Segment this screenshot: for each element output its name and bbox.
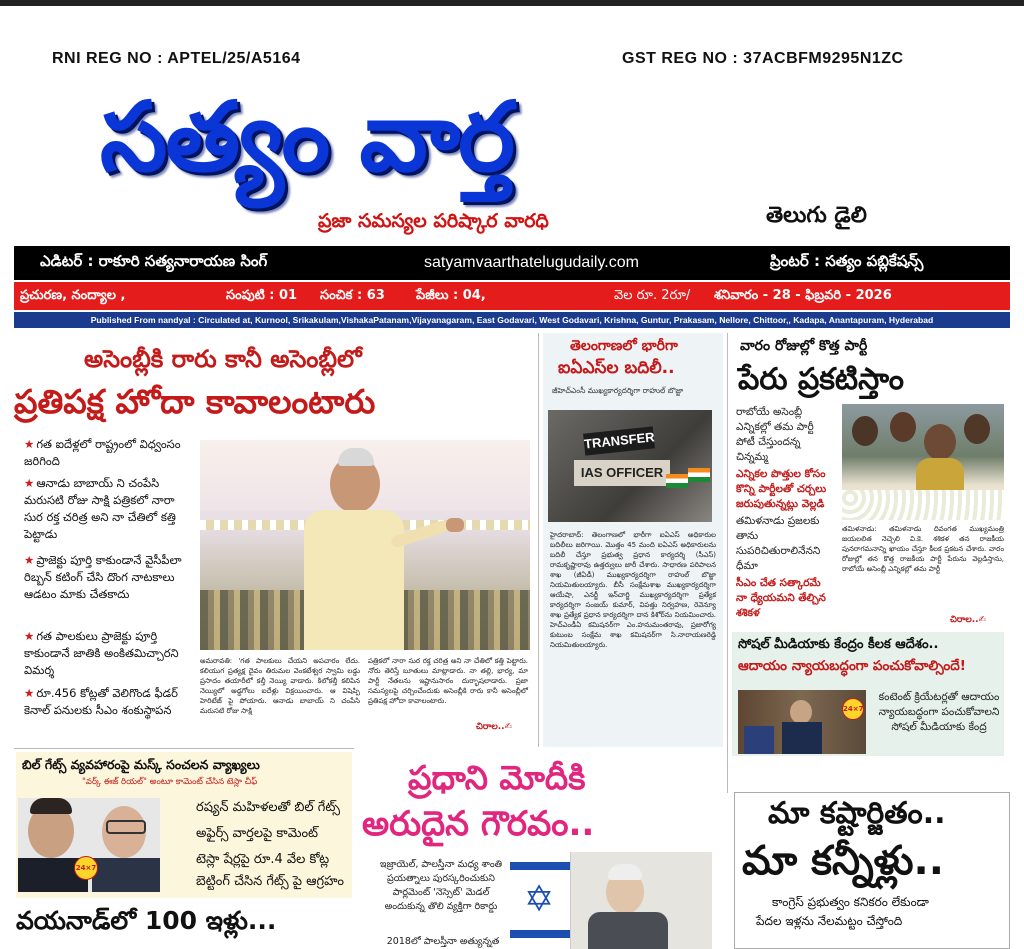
newspaper-masthead: సత్యం వార్త: [100, 81, 514, 193]
social-photo: [738, 690, 866, 754]
congress-subhead: పేదల ఇళ్లను నేలమట్టం చేస్తోంది: [756, 914, 903, 928]
ias-headline-line1: తెలంగాణలో భారీగా: [570, 338, 678, 354]
india-flag-icon: [666, 474, 688, 488]
lead-headline-line1: అసెంబ్లీకి రారు కానీ అసెంబ్లీలో: [84, 345, 362, 373]
party-photo: [842, 404, 1004, 520]
party-body: తమిళనాడు: తమిళనాడు దివంగత ముఖ్యమంత్రి జయలలిత నెచ్చెలి వి.కె. శశికళ తన రాజకీయ పునరాగమనాన్ని ఖాయం చేస్తూ కీలక ప్రకటన చేశారు. వారం రోజుల్లో తన కొత్త రాజకీయ పార్టీ పేరును వెల్లడిస్తాను, రాబోయే అసెంబ్లీ ఎన్నికల్లో తమ పార్టీ: [842, 525, 1004, 573]
party-headline-line2: పేరు ప్రకటిస్తాం: [738, 362, 904, 397]
musk-subhead: "వర్క్ ఈజ్ రియల్" అంటూ కామెంట్ చేసిన టెస్లా చీఫ్: [82, 777, 258, 787]
printer-name: ప్రింటర్ : సత్యం పబ్లికేషన్స్: [770, 252, 924, 270]
section-divider: [14, 748, 354, 749]
page-count: పేజీలు : 04,: [416, 288, 486, 303]
social-headline-line2: ఆదాయం న్యాయబద్ధంగా పంచుకోవాల్సిందే!: [738, 658, 966, 674]
website-link[interactable]: satyamvaarthatelugudaily.com: [424, 254, 639, 271]
lead-headline-line2: ప్రతిపక్ష హోదా కావాలంటారు: [14, 382, 376, 421]
issue-date: శనివారం - 28 - ఫిబ్రవరి - 2026: [714, 288, 892, 303]
editor-bar: [14, 246, 1010, 280]
social-headline-line1: సోషల్ మీడియాకు కేంద్రం కీలక ఆదేశం..: [738, 637, 939, 652]
publish-place: ప్రచురణ, నంద్యాల ,: [20, 288, 126, 303]
india-flag-icon: [688, 468, 710, 482]
lead-photo: [200, 440, 530, 650]
channel-badge-icon: 24×7: [842, 698, 864, 720]
lead-bullet: ★ ప్రాజెక్టు పూర్తి కాకుండానే వైసీపీలా రిబ్బన్ కటింగ్ చేసి దొంగ నాటకాలు ఆడటం మాకు చేతకాదు: [24, 553, 182, 601]
ias-headline-line2: ఐఏఎస్‌ల బదిలీ..: [558, 358, 675, 378]
wayanad-headline: వయనాడ్‌లో 100 ఇళ్లు...: [16, 906, 277, 935]
social-body: కంటెంట్ క్రియేటర్లతో ఆదాయం న్యాయబద్ధంగా పంచుకోవాలని సోషల్ మీడియాకు కేంద్ర: [878, 691, 1000, 733]
issue-info-bar: [14, 282, 1010, 310]
top-edge-bar: [0, 0, 1024, 6]
circulation-bar: Published From nandyal : Circulated at, Kurnool, Srikakulam,VishakaPatanam,Vijayanagaram, East Godavari, West Godavari, Krishna, Guntur, Prakasam, Nellore, Chittoor,, Kadapa, Anantapuram, Hyderabad: [14, 312, 1010, 328]
congress-headline-line1: మా కష్టార్జితం..: [768, 796, 946, 831]
rni-number: RNI REG NO : APTEL/25/A5164: [52, 50, 301, 67]
musk-line: రష్యన్ మహిళలతో బిల్ గేట్స్: [196, 800, 341, 815]
column-divider: [538, 333, 539, 747]
modi-photo: [510, 852, 712, 949]
ias-subhead: జీహెచ్ఎంసీ ముఖ్యకార్యదర్శిగా రాహుల్ బొజ్జా: [552, 386, 684, 395]
musk-gates-photo: [18, 798, 160, 892]
edition-label: తెలుగు డైలి: [766, 203, 867, 228]
lead-bullet: ★ గత ఐదేళ్లలో రాష్ట్రంలో విధ్వంసం జరిగింది: [24, 437, 181, 468]
lead-body-col1: అమరావతి: 'గత పాలకులు చేయని అపచారం లేదు. కలియుగ ప్రత్యక్ష దైవం తిరుమల వెంకటేశ్వర స్వామి లడ్డు ప్రసాదం తయారీలో కల్తీ నెయ్యి వాడారు. కిలోకల్తీ కలిపిన నెయ్యిలో అడ్డగోలు ఐదేళ్లు విక్రయించారు. ఆ విషెప్పి హెరిటేజ్ పై పోయారు. ఆనాడు బాబాయ్ ని చంపేసి మరుసటి రోజు సాక్షి: [200, 657, 360, 715]
volume-number: సంపుటి : 01: [226, 288, 298, 303]
ias-photo: [548, 410, 712, 522]
transfer-sign: TRANSFER: [583, 426, 655, 455]
party-headline-line1: వారం రోజుల్లో కొత్త పార్టీ: [740, 338, 868, 354]
tagline: ప్రజా సమస్యల పరిష్కార వారధి: [318, 210, 549, 232]
column-divider: [727, 333, 728, 793]
party-point: రాబోయే అసెంబ్లీ ఎన్నికల్లో తమ పార్టీ పోటీ చేస్తుందన్న చిన్నమ్మ ఎన్నికల పొత్తుల కోసం కొన్ని పార్టీలతో చర్చలు జరుపుతున్నట్లు వెల్లడి తమిళనాడు ప్రజలకు తాను సుపరిచితురాలినేనని ధీమా సీఎం చేత సత్కారమే నా ధ్యేయమని తేల్చిన శశికళ: [736, 406, 827, 619]
lead-signoff: చిరాల..✍: [476, 722, 513, 732]
issue-number: సంచిక : 63: [320, 288, 385, 303]
lead-bullet: ★ గత పాలకులు ప్రాజెక్టు పూర్తి కాకుండానే జాతికి అంకితమిచ్చారని విమర్శ: [24, 629, 179, 677]
ias-nameplate: IAS OFFICER: [574, 460, 670, 486]
musk-line: అఫైర్స్ వార్తలపై కామెంట్: [196, 826, 319, 841]
modi-body: ఇజ్రాయెల్, పాలస్తీనా మధ్య శాంతి ప్రయత్నాలు పురస్కరించుకుని పార్లమెంట్ 'నెస్సెట్' మెడల్ అందుకున్న తొలి వ్యక్తిగా రికార్డు: [379, 859, 503, 912]
modi-body-cut: 2018లో పాలస్తీనా అత్యున్నత: [386, 936, 500, 947]
channel-badge-icon: 24×7: [74, 856, 98, 880]
lead-bullet: ★ రూ.456 కోట్లతో వెలిగొండ ఫీడర్ కెనాల్ పనులకు సీఎం శంకుస్థాపన: [24, 686, 178, 717]
modi-headline-line1: ప్రధాని మోదీకి: [408, 758, 586, 797]
editor-name: ఎడిటర్ : రాకూరి సత్యనారాయణ సింగ్: [40, 252, 268, 270]
ias-body: హైదరాబాద్: తెలంగాణలో భారీగా ఐఏఎస్ అధికారుల బదిలీలు జరిగాయి. మొత్తం 45 మంది ఐఏఎస్ అధికారులను బదిలీ చేస్తూ ప్రభుత్వ ప్రధాన కార్యదర్శి (సీఎస్) రామకృష్ణారావు ఉత్తర్వులు జారీ చేశారు. సాధారణ పరిపాలన శాఖ (జీఏడీ) ముఖ్యకార్యదర్శిగా రాహుల్ బొజ్జా నియమితులయ్యారు. బీసీ సంక్షేమశాఖ ముఖ్యకార్యదర్శిగా ఆయేషా, ఎనర్జీ ఇన్‌చార్జి ముఖ్యకార్యదర్శిగా ప్రత్యేక కార్యదర్శిగా సంజయ్ కుమార్, విపత్తు నిర్వహణ, రెవెన్యూ శాఖ ప్రత్యేక ప్రధాన కార్యదర్శిగా దాన కిశోర్‌ను నియమించారు. హెచ్ఎండీఏ కమిషనర్‌గా ఎం.హనుమంతరావు, ప్రజారోగ్య కుటుంబ సంక్షేమ శాఖ కమిషనర్‌గా సి.నారాయణరెడ్డి నియమితులయ్యారు.: [550, 531, 716, 649]
party-signoff: చిరాల..✍: [950, 615, 987, 625]
congress-subhead: కాంగ్రెస్ ప్రభుత్వం కనికరం లేకుండా: [772, 895, 929, 909]
lead-body-col2: పత్రికలో నారా సుర రక్త చరిత్ర అని నా చేతిలో కత్తి పెట్టారు. నోరు తెరిస్తే బూతులు మాట్లాడారు. నా తల్లి, భార్య, మా పార్టీ నేతలను ఇష్టానుసారం దుర్భాషలాడారు. ప్రజా సమస్యలపై చర్చించేందుకు అసెంబ్లీకి రారు కానీ అసెంబ్లీలో ప్రతిపక్ష హోదా కావాలంటారు.: [368, 657, 528, 705]
lead-bullet: ★ ఆనాడు బాబాయ్ ని చంపేసి మరుసటి రోజు సాక్షి పత్రికలో నారా సుర రక్త చరిత్ర అని నా చేతిలో కత్తి పెట్టాడు: [24, 476, 176, 541]
modi-headline-line2: అరుదైన గౌరవం..: [362, 804, 595, 844]
musk-line: టెస్లా షేర్లపై రూ.4 వేల కోట్ల: [196, 852, 330, 867]
star-of-david-icon: ✡: [524, 879, 555, 920]
gst-number: GST REG NO : 37ACBFM9295N1ZC: [622, 50, 904, 67]
musk-headline: బిల్ గేట్స్ వ్యవహారంపై మస్క్ సంచలన వ్యాఖ్యలు: [22, 757, 260, 772]
price: వెల రూ. 2రూ/: [614, 288, 691, 303]
congress-headline-line2: మా కన్నీళ్లు..: [742, 838, 944, 884]
musk-line: బెట్టింగ్ చేసిన గేట్స్ పై ఆగ్రహం: [196, 874, 345, 889]
